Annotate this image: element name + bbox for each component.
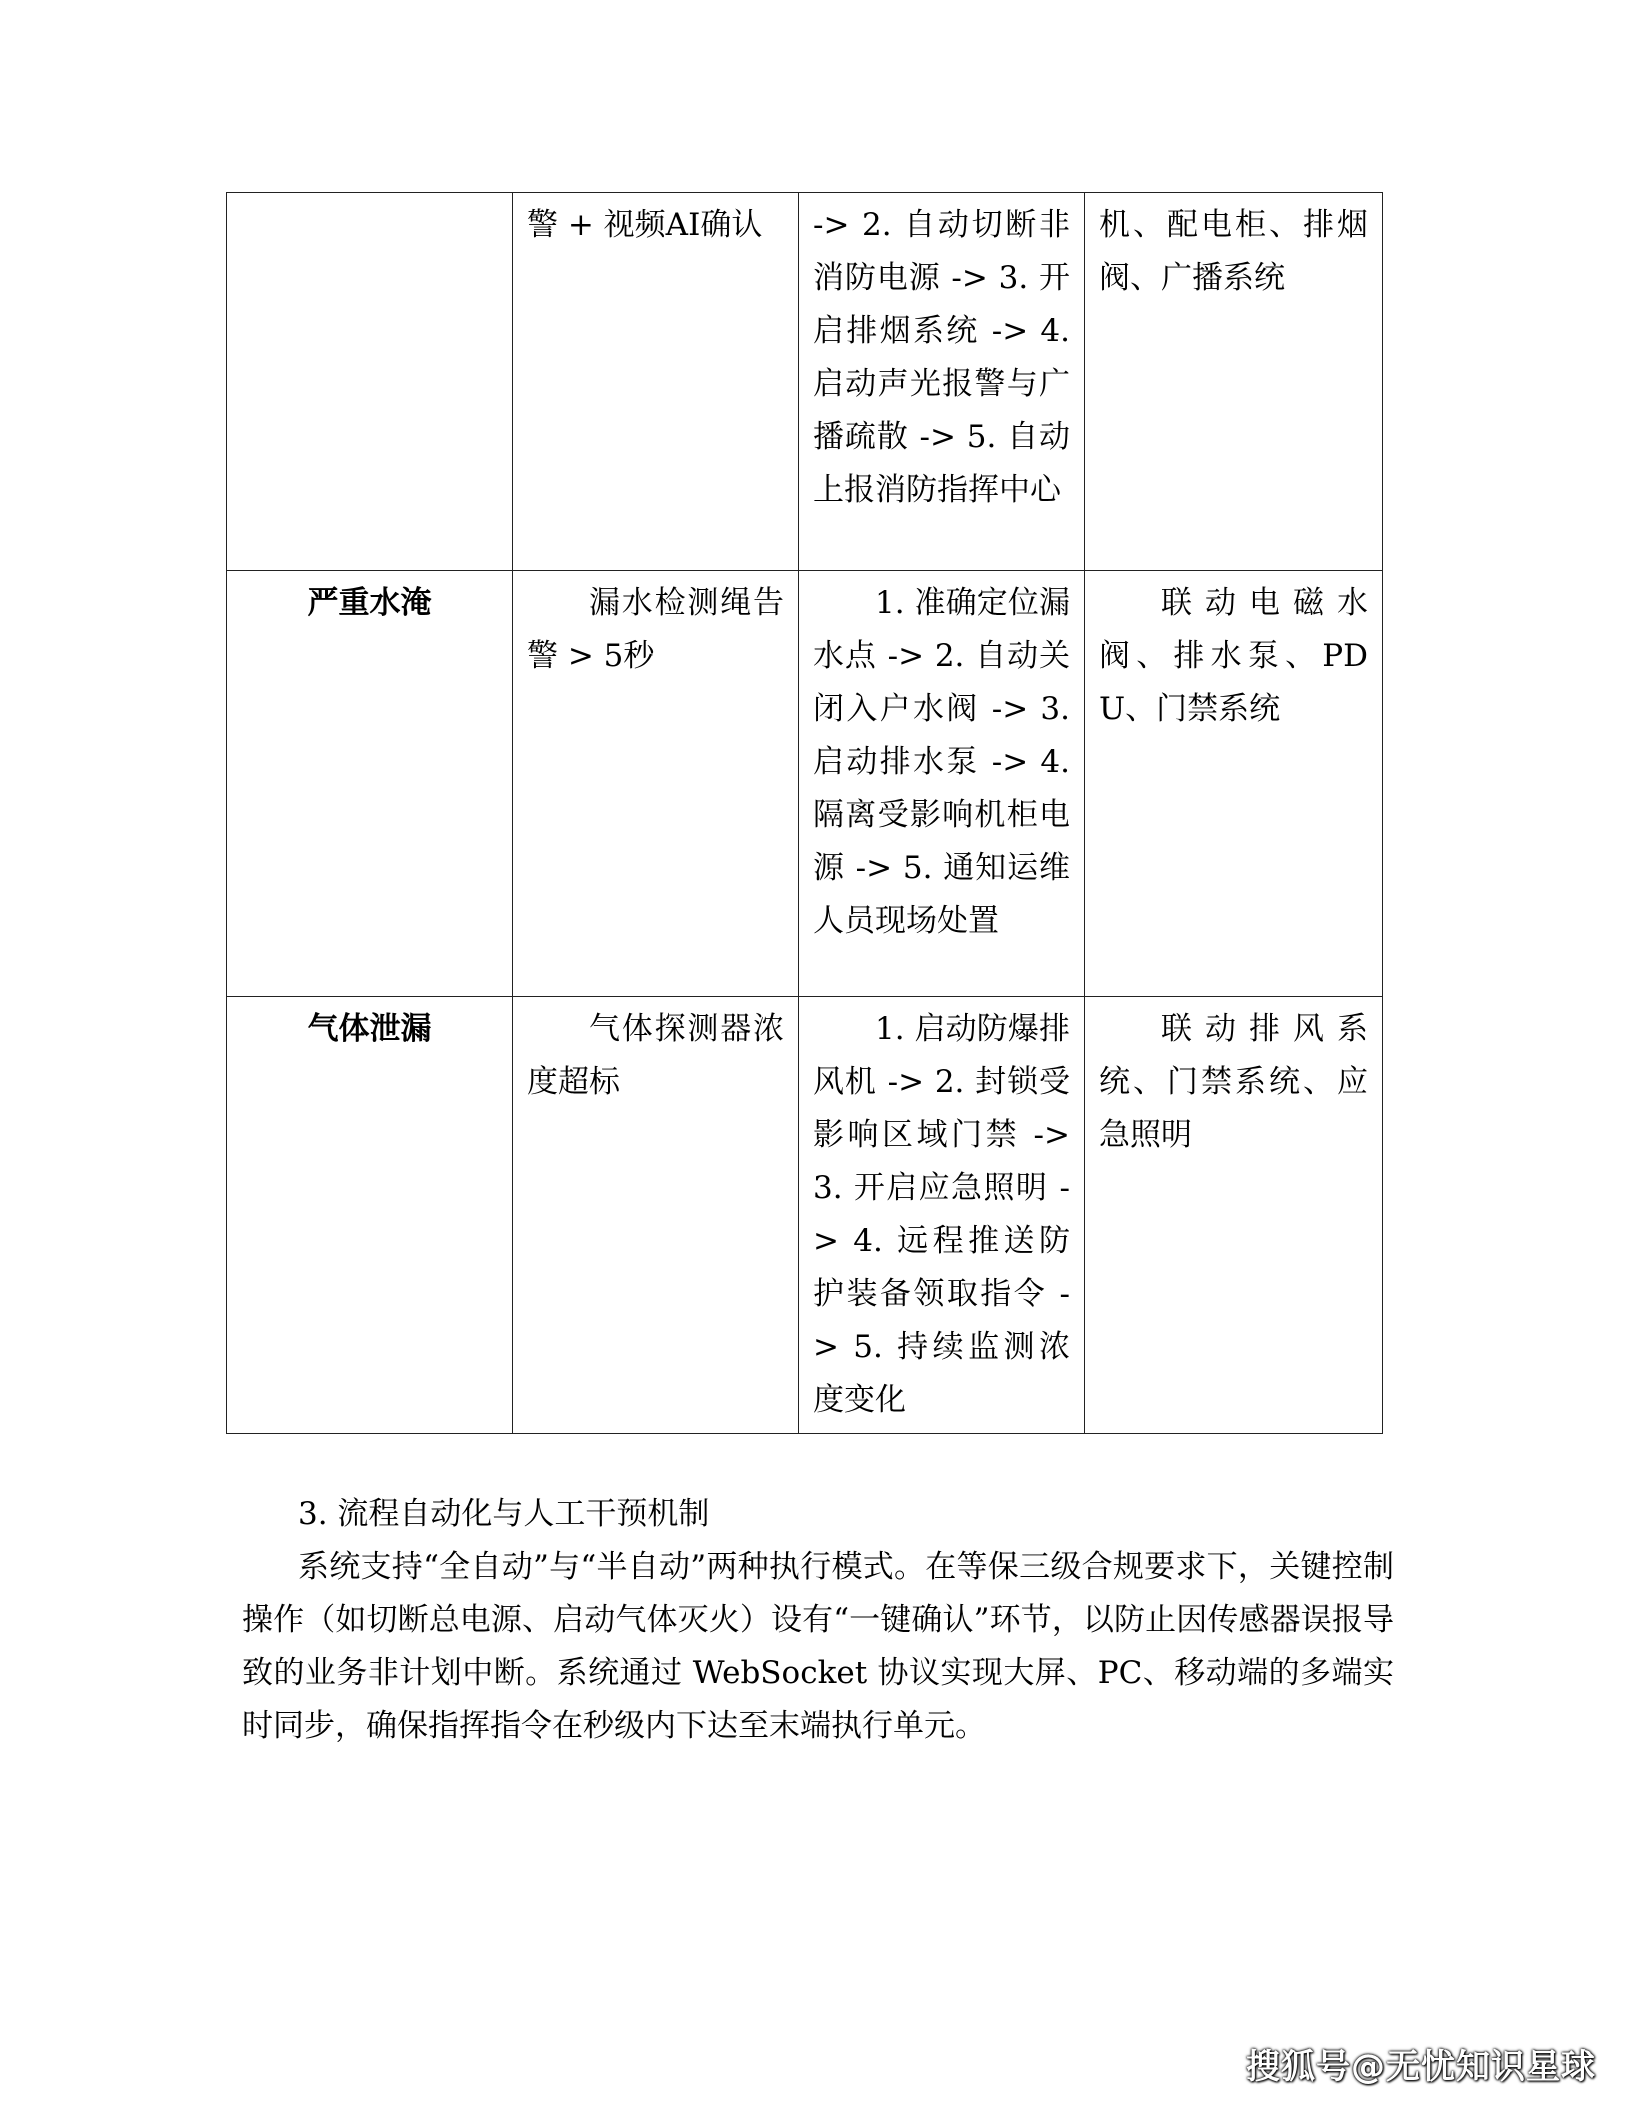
emergency-linkage-table <box>226 192 1383 1434</box>
linkage-cell: 机、配电柜、排烟阀、广播系统 <box>1085 193 1383 571</box>
linkage-cell: 联动电磁水阀、排水泵、PDU、门禁系统 <box>1085 571 1383 997</box>
table-row <box>227 571 1383 997</box>
actions-cell: -> 2. 自动切断非消防电源 -> 3. 开启排烟系统 -> 4. 启动声光报警与广播疏散 -> 5. 自动上报消防指挥中心 <box>799 193 1085 571</box>
scene-cell: 气体泄漏 <box>227 997 513 1434</box>
trigger-cell: 气体探测器浓度超标 <box>513 997 799 1434</box>
section-heading: 3. 流程自动化与人工干预机制 <box>298 1496 710 1532</box>
scene-cell: 严重水淹 <box>227 571 513 997</box>
scene-cell <box>227 193 513 571</box>
source-watermark: 搜狐号@无忧知识星球 <box>1246 2047 1596 2087</box>
linkage-cell: 联动排风系统、门禁系统、应急照明 <box>1085 997 1383 1434</box>
actions-cell: 1. 启动防爆排风机 -> 2. 封锁受影响区域门禁 -> 3. 开启应急照明 -> 4. 远程推送防护装备领取指令 -> 5. 持续监测浓度变化 <box>799 997 1085 1434</box>
trigger-cell: 漏水检测绳告警 > 5秒 <box>513 571 799 997</box>
section-paragraph: 系统支持“全自动”与“半自动”两种执行模式。在等保三级合规要求下，关键控制操作（如切断总电源、启动气体灭火）设有“一键确认”环节，以防止因传感器误报导致的业务非计划中断。系统通过 WebSocket 协议实现大屏、PC、移动端的多端实时同步，确保指挥指令在秒级内下达至末端执行单元。 <box>242 1549 1394 1744</box>
table-row <box>227 997 1383 1434</box>
table-row <box>227 193 1383 571</box>
actions-cell: 1. 准确定位漏水点 -> 2. 自动关闭入户水阀 -> 3. 启动排水泵 -> 4. 隔离受影响机柜电源 -> 5. 通知运维人员现场处置 <box>799 571 1085 997</box>
trigger-cell: 警 + 视频AI确认 <box>513 193 799 571</box>
section-automation <box>242 1488 1394 1753</box>
